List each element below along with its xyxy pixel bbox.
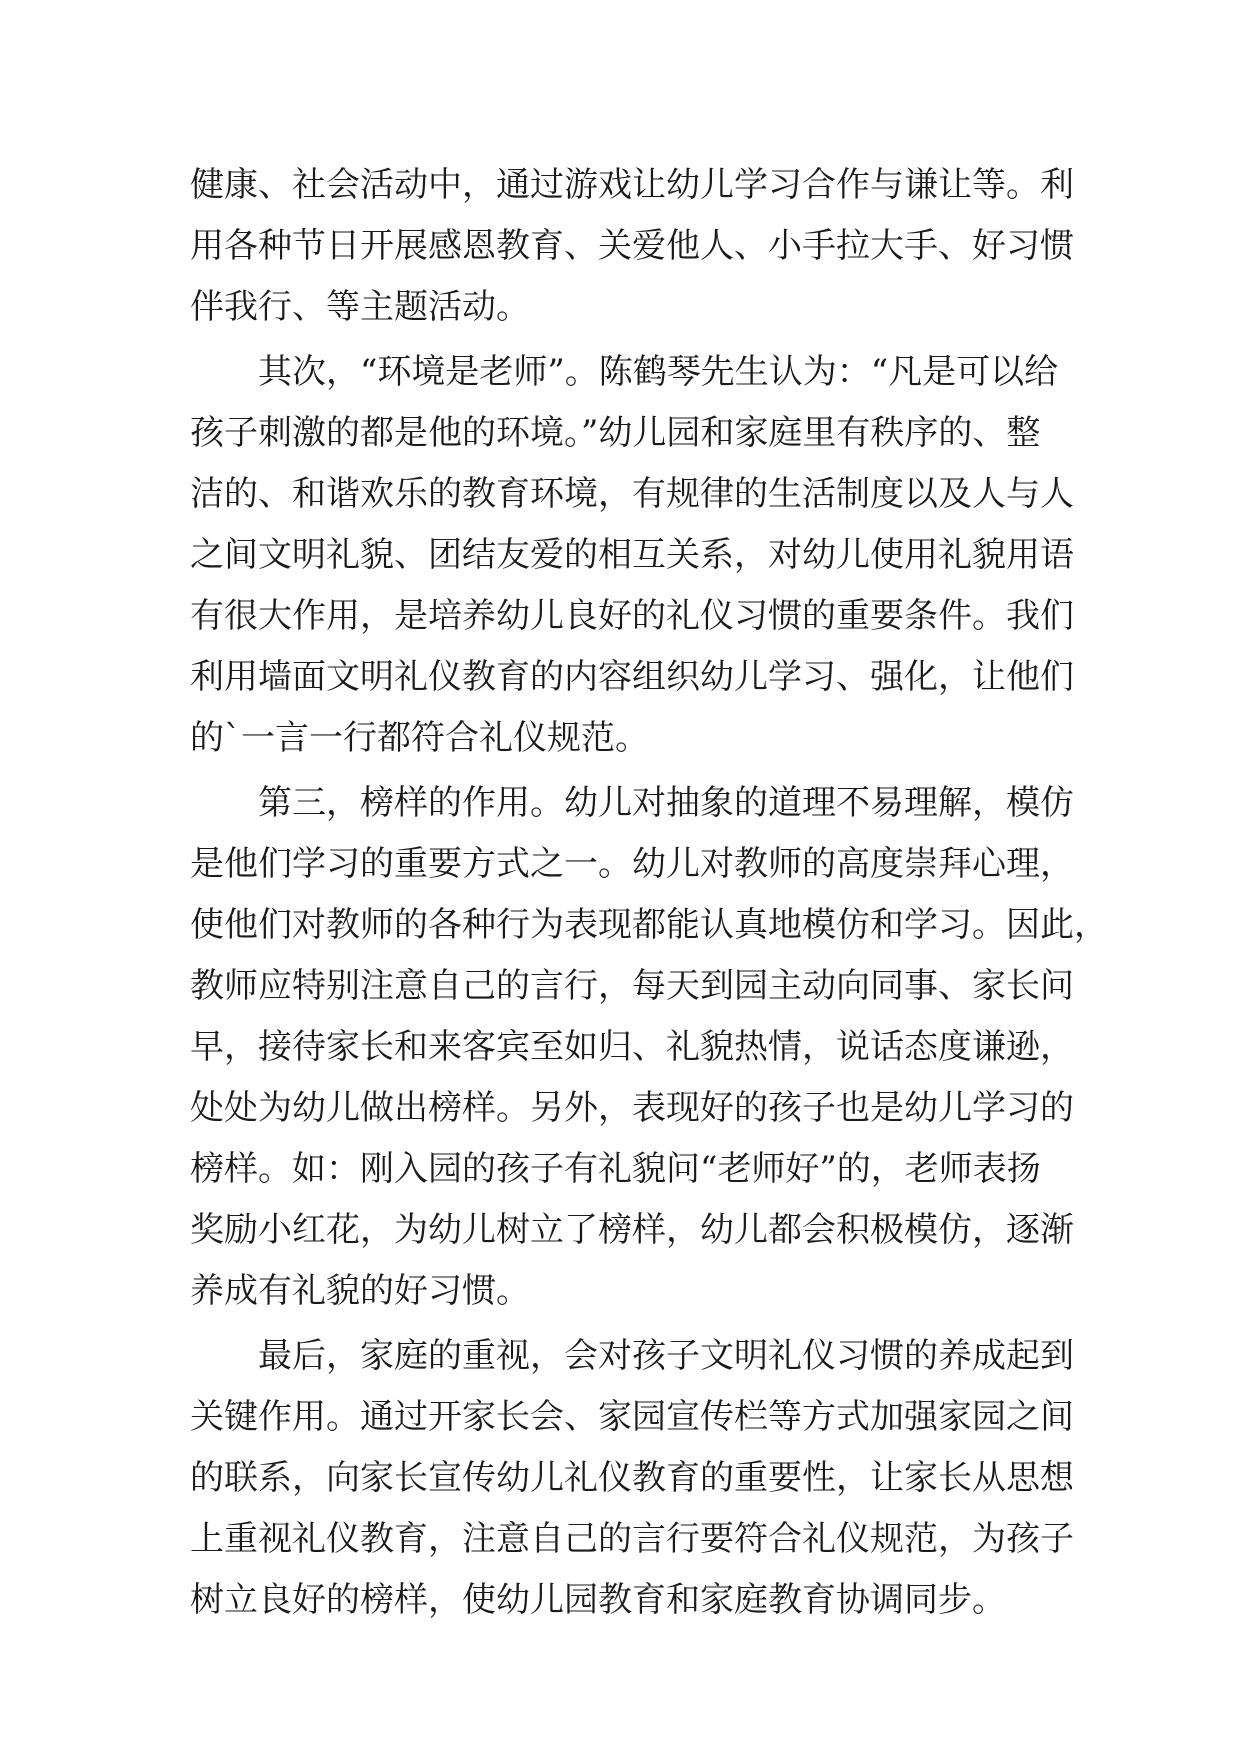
paragraph-role-models <box>190 773 1108 1322</box>
text-line: 关键作用。通过开家长会、家园宣传栏等方式加强家园之间 <box>190 1397 1074 1437</box>
text-line: 榜样。如：刚入园的孩子有礼貌问“老师好”的，老师表扬 <box>190 1149 1041 1189</box>
text-line: 健康、社会活动中，通过游戏让幼儿学习合作与谦让等。利 <box>190 165 1074 205</box>
text-line: 的联系，向家长宣传幼儿礼仪教育的重要性，让家长从思想 <box>190 1458 1074 1498</box>
text-line: 养成有礼貌的好习惯。 <box>190 1271 530 1311</box>
text-line: 使他们对教师的各种行为表现都能认真地模仿和学习。因此， <box>190 905 1108 945</box>
document-body <box>190 155 1108 1631</box>
paragraph-family <box>190 1326 1074 1631</box>
text-line: 早，接待家长和来客宾至如归、礼貌热情，说话态度谦逊， <box>190 1027 1074 1067</box>
text-line: 其次，“环境是老师”。陈鹤琴先生认为：“凡是可以给 <box>190 352 1059 392</box>
text-line: 处处为幼儿做出榜样。另外，表现好的孩子也是幼儿学习的 <box>190 1088 1074 1128</box>
paragraph-health-activities <box>190 155 1074 338</box>
text-line: 之间文明礼貌、团结友爱的相互关系，对幼儿使用礼貌用语 <box>190 535 1074 575</box>
text-line: 孩子刺激的都是他的环境。”幼儿园和家庭里有秩序的、整 <box>190 413 1041 453</box>
text-line: 的`一言一行都符合礼仪规范。 <box>190 718 649 758</box>
text-line: 利用墙面文明礼仪教育的内容组织幼儿学习、强化，让他们 <box>190 657 1074 697</box>
text-line: 奖励小红花，为幼儿树立了榜样，幼儿都会积极模仿，逐渐 <box>190 1210 1074 1250</box>
paragraph-environment <box>190 342 1074 769</box>
text-line: 洁的、和谐欢乐的教育环境，有规律的生活制度以及人与人 <box>190 474 1074 514</box>
text-line: 伴我行、等主题活动。 <box>190 287 530 327</box>
text-line: 第三，榜样的作用。幼儿对抽象的道理不易理解，模仿 <box>190 783 1074 823</box>
text-line: 用各种节日开展感恩教育、关爱他人、小手拉大手、好习惯 <box>190 226 1074 266</box>
text-line: 是他们学习的重要方式之一。幼儿对教师的高度崇拜心理， <box>190 844 1074 884</box>
text-line: 教师应特别注意自己的言行，每天到园主动向同事、家长问 <box>190 966 1074 1006</box>
text-line: 最后，家庭的重视，会对孩子文明礼仪习惯的养成起到 <box>190 1336 1074 1376</box>
text-line: 树立良好的榜样，使幼儿园教育和家庭教育协调同步。 <box>190 1580 1006 1620</box>
text-line: 上重视礼仪教育，注意自己的言行要符合礼仪规范，为孩子 <box>190 1519 1074 1559</box>
text-line: 有很大作用，是培养幼儿良好的礼仪习惯的重要条件。我们 <box>190 596 1074 636</box>
